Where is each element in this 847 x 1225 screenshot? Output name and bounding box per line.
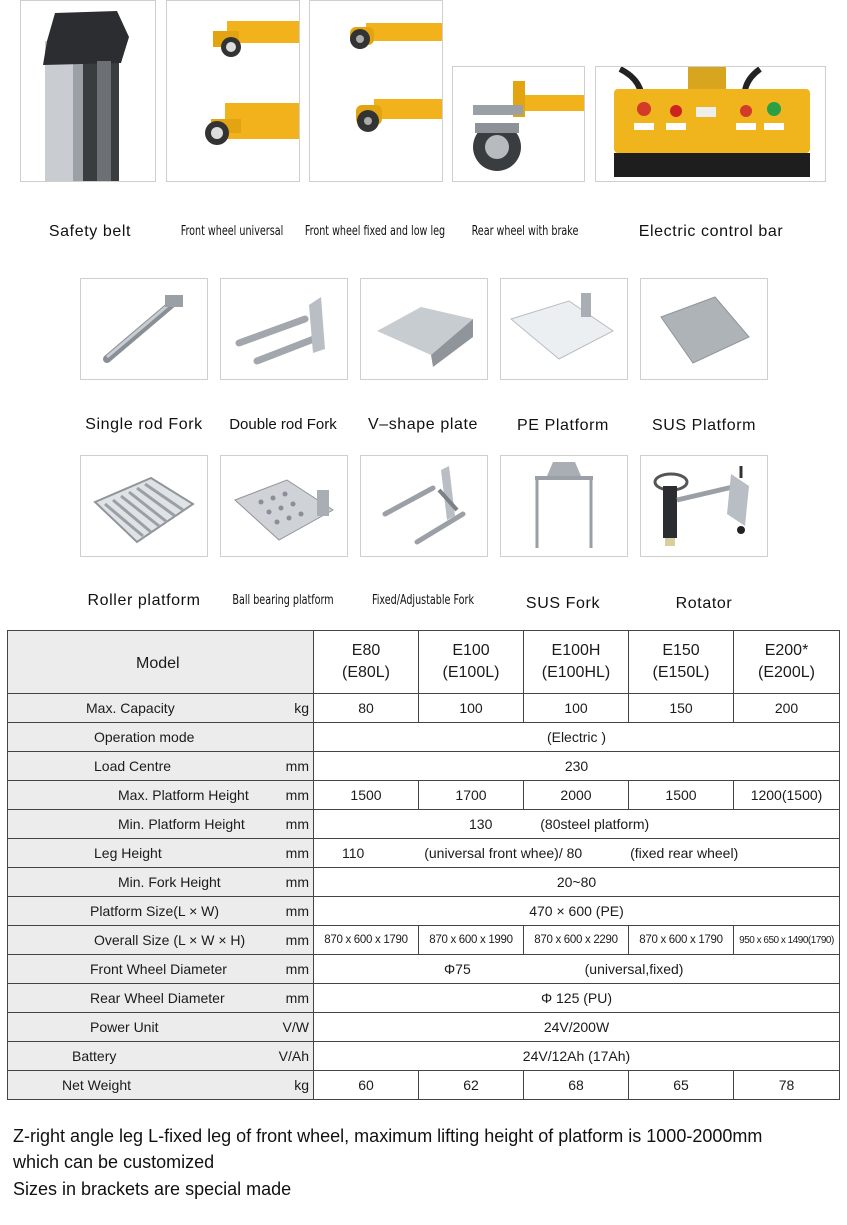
- caption-front-wheel-universal: Front wheel universal: [180, 224, 284, 239]
- caption-fixed-adjustable-fork: Fixed/Adjustable Fork: [371, 593, 475, 608]
- front-wheel-fixed-photo: [309, 0, 443, 182]
- caption-ball-bearing-platform: Ball bearing platform: [232, 593, 334, 608]
- caption-sus-fork: SUS Fork: [525, 595, 601, 612]
- table-row: Max. Platform Height mm 1500 1700 2000 1500 1200(1500): [8, 781, 840, 810]
- double-rod-fork-photo: [220, 278, 348, 380]
- table-row: Platform Size(L × W) mm 470 × 600 (PE): [8, 897, 840, 926]
- table-row: Load Centre mm 230: [8, 752, 840, 781]
- ball-bearing-platform-photo: [220, 455, 348, 557]
- table-row: Front Wheel Diameter mm Φ75 (universal,fixed): [8, 955, 840, 984]
- table-row: Leg Height mm 110 (universal front whee)/ 80 (fixed rear wheel): [8, 839, 840, 868]
- caption-single-rod-fork: Single rod Fork: [85, 416, 203, 433]
- caption-safety-belt: Safety belt: [48, 223, 132, 240]
- table-header-row: [8, 631, 840, 694]
- safety-belt-photo: [20, 0, 156, 182]
- electric-control-bar-photo: [595, 66, 826, 182]
- fixed-adjustable-fork-photo: [360, 455, 488, 557]
- model-col-e200: E200* (E200L): [734, 631, 840, 694]
- rotator-photo: [640, 455, 768, 557]
- caption-v-shape-plate: V–shape plate: [367, 416, 479, 433]
- caption-roller-platform: Roller platform: [87, 592, 201, 609]
- model-col-e150: E150 (E150L): [629, 631, 734, 694]
- table-row: Battery V/Ah 24V/12Ah (17Ah): [8, 1042, 840, 1071]
- pe-platform-photo: [500, 278, 628, 380]
- table-row: Operation mode (Electric ): [8, 723, 840, 752]
- caption-front-wheel-fixed: Front wheel fixed and low leg: [304, 224, 446, 239]
- model-col-e80: E80 (E80L): [314, 631, 419, 694]
- model-header-label: Model: [136, 655, 180, 672]
- single-rod-fork-photo: [80, 278, 208, 380]
- model-col-e100: E100 (E100L): [419, 631, 524, 694]
- v-shape-plate-photo: [360, 278, 488, 380]
- caption-rear-wheel-brake: Rear wheel with brake: [471, 224, 579, 239]
- front-wheel-universal-photo: [166, 0, 300, 182]
- table-row: Min. Platform Height mm 130 (80steel platform): [8, 810, 840, 839]
- note-line-2: which can be customized: [13, 1152, 215, 1172]
- table-row: Max. Capacity kg 80 100 100 150 200: [8, 694, 840, 723]
- caption-sus-platform: SUS Platform: [651, 417, 757, 434]
- table-row: Overall Size (L × W × H) mm 870 x 600 x 1790 870 x 600 x 1990 870 x 600 x 2290 870 x 600 x 1790 950 x 650 x 1490(1790): [8, 926, 840, 955]
- caption-electric-control-bar: Electric control bar: [638, 223, 784, 240]
- sus-fork-photo: [500, 455, 628, 557]
- sus-platform-photo: [640, 278, 768, 380]
- table-row: Power Unit V/W 24V/200W: [8, 1013, 840, 1042]
- note-line-3: Sizes in brackets are special made: [13, 1179, 292, 1199]
- caption-rotator: Rotator: [675, 595, 733, 612]
- rear-wheel-brake-photo: [452, 66, 585, 182]
- roller-platform-photo: [80, 455, 208, 557]
- model-header-cell: [8, 631, 314, 694]
- table-row: Net Weight kg 60 62 68 65 78: [8, 1071, 840, 1100]
- table-row: Rear Wheel Diameter mm Φ 125 (PU): [8, 984, 840, 1013]
- model-col-e100h: E100H (E100HL): [524, 631, 629, 694]
- caption-pe-platform: PE Platform: [517, 417, 609, 434]
- spec-table: [7, 630, 840, 1100]
- table-row: Min. Fork Height mm 20~80: [8, 868, 840, 897]
- caption-double-rod-fork: Double rod Fork: [229, 416, 337, 433]
- note-line-1: Z-right angle leg L-fixed leg of front wheel, maximum lifting height of platform is 1000-2000mm: [13, 1126, 763, 1146]
